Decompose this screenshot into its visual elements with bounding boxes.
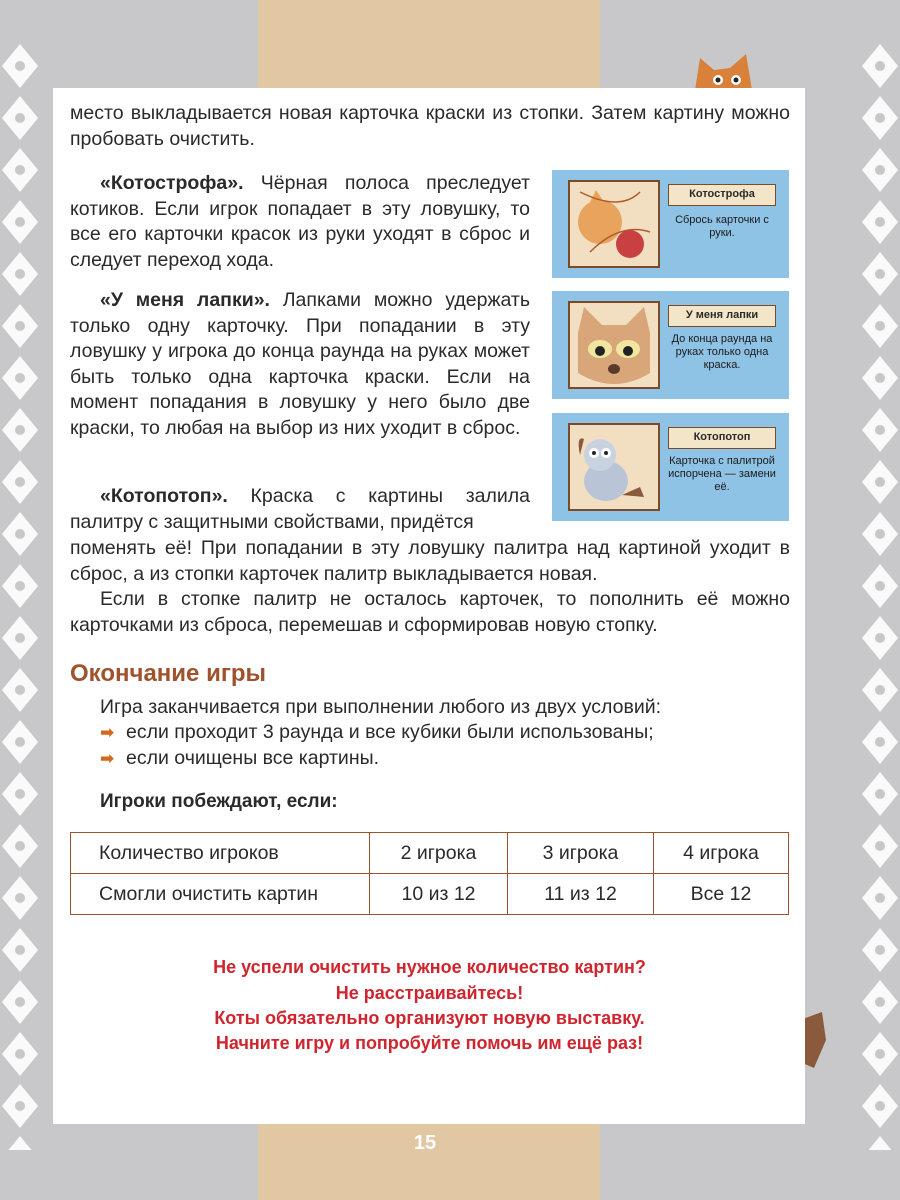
lapki-title: «У меня лапки».: [100, 289, 270, 311]
arrow-right-icon: ➡: [100, 749, 115, 768]
list-item: [100, 721, 654, 744]
kotostrofa-title: «Котострофа».: [100, 172, 244, 194]
card-text: Карточка с палитрой испорчена — замени её.: [668, 455, 776, 493]
decorative-border-right: [860, 40, 900, 1150]
arrow-right-icon: ➡: [100, 723, 115, 742]
trap-card-kotopotop: [552, 413, 789, 521]
win-label: Игроки побеждают, если:: [100, 791, 338, 812]
encouragement-line: Начните игру и попробуйте помочь им ещё раз!: [215, 1033, 644, 1053]
kotopotop-text-b: поменять её! При попадании в эту ловушку палитра над картиной уходит в сброс, а из стопки карточек палитр выкладывается новая.: [70, 537, 790, 585]
table-row: [71, 833, 789, 874]
page-number: 15: [413, 1132, 437, 1154]
intro-paragraph: место выкладывается новая карточка краски из стопки. Затем картину можно пробовать очистить.: [70, 102, 790, 150]
kotopotop-title: «Котопотоп».: [100, 485, 228, 507]
table-cell: 4 игрока: [654, 833, 789, 874]
card-title: Котострофа: [668, 184, 776, 206]
table-cell: 10 из 12: [370, 874, 508, 915]
cat-paint-icon: [570, 425, 658, 509]
card-illustration: [568, 423, 660, 511]
cat-yarn-icon: [570, 182, 658, 266]
table-row: [71, 874, 789, 915]
card-text: Сбрось карточки с руки.: [675, 214, 769, 239]
table-cell: Все 12: [654, 874, 789, 915]
win-table: [70, 832, 789, 915]
lapki-paragraph: [70, 288, 530, 441]
table-cell: 2 игрока: [370, 833, 508, 874]
refill-paragraph: Если в стопке палитр не осталось карточек, то пополнить её можно карточками из сброса, перемешав и сформировав новую стопку.: [70, 588, 790, 636]
trap-card-lapki: [552, 291, 789, 399]
table-cell: Количество игроков: [71, 833, 370, 874]
table-cell: 3 игрока: [508, 833, 654, 874]
trap-card-kotostrofa: [552, 170, 789, 278]
section-heading: Окончание игры: [70, 660, 266, 687]
kotostrofa-paragraph: [70, 171, 530, 273]
lapki-text: Лапками можно удержать только одну карточку. При попадании в эту ловушку у игрока до конца раунда на руках может быть только одна карточка краски. Если на момент попадания в ловушку у него было две краски, то любая на выбор из них уходит в сброс.: [70, 289, 531, 439]
table-cell: 11 из 12: [508, 874, 654, 915]
decorative-border-left: [0, 40, 40, 1150]
game-end-intro: Игра заканчивается при выполнении любого из двух условий:: [100, 696, 662, 718]
cat-peek-icon: [690, 50, 760, 90]
encouragement-line: Коты обязательно организуют новую выставку.: [214, 1008, 645, 1028]
cat-face-icon: [570, 303, 658, 387]
list-item: [100, 747, 379, 770]
encouragement-line: Не расстраивайтесь!: [335, 983, 524, 1003]
kotopotop-paragraph: [70, 484, 530, 535]
card-illustration: [568, 180, 660, 268]
encouragement-line: Не успели очистить нужное количество картин?: [213, 957, 646, 977]
table-cell: Смогли очистить картин: [71, 874, 370, 915]
card-illustration: [568, 301, 660, 389]
kotopotop-text-a: Краска с картины залила палитру с защитными свойствами, придётся: [70, 485, 531, 533]
condition-text: если проходит 3 раунда и все кубики были использованы;: [126, 721, 654, 743]
card-text: До конца раунда на руках только одна краска.: [671, 333, 773, 371]
kotostrofa-text: Чёрная полоса преследует котиков. Если игрок попадает в эту ловушку, то все его карточки красок из руки уходят в сброс и следует переход хода.: [70, 172, 530, 271]
condition-text: если очищены все картины.: [126, 747, 380, 769]
card-title: У меня лапки: [668, 305, 776, 327]
card-title: Котопотоп: [668, 427, 776, 449]
